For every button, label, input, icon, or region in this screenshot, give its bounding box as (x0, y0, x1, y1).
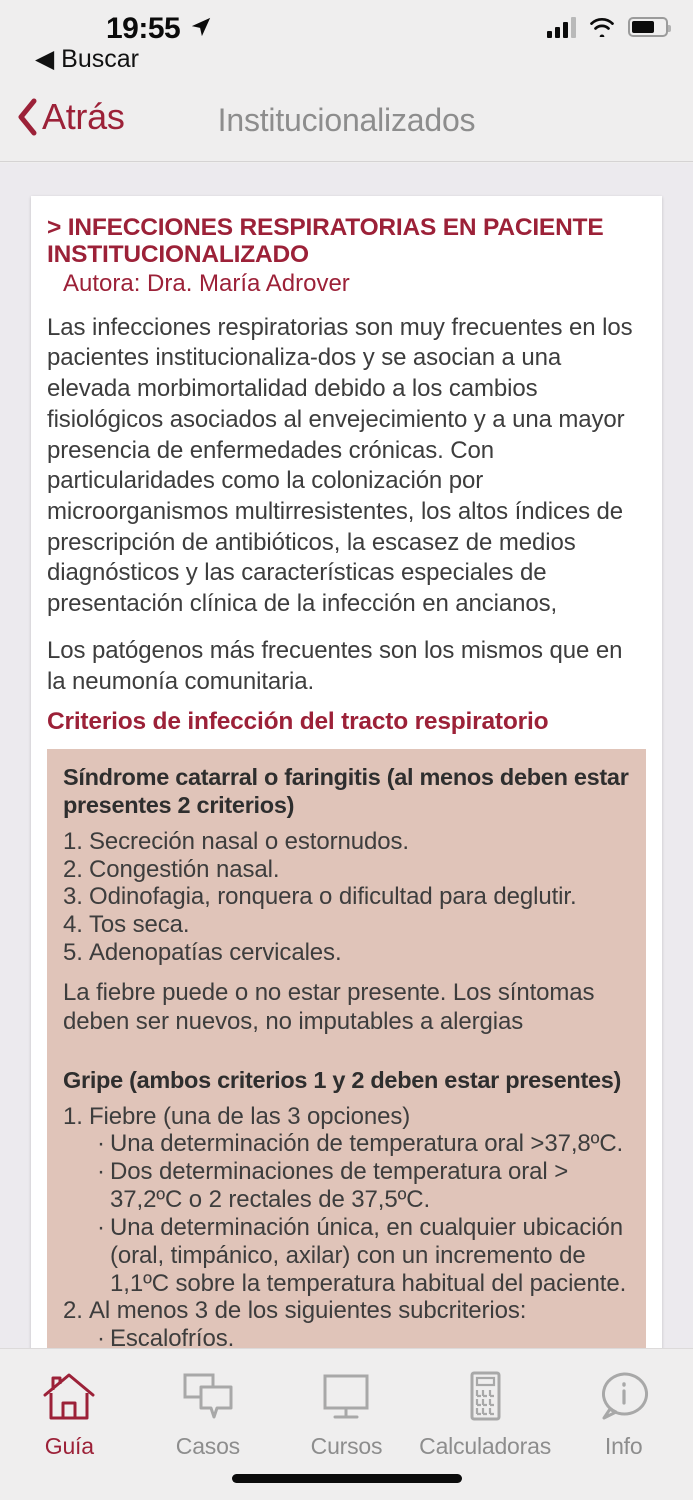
tab-guia[interactable] (0, 1365, 139, 1460)
sub-list-item (97, 1325, 630, 1348)
status-bar (0, 0, 693, 82)
scroll-content[interactable] (0, 163, 693, 1348)
catarral-note: La fiebre puede o no estar presente. Los síntomas deben ser nuevos, no imputables a alergias (63, 978, 595, 1035)
monitor-icon (318, 1365, 374, 1427)
criteria-panel (47, 749, 646, 1348)
calculator-icon (457, 1365, 513, 1427)
list-item (63, 856, 630, 884)
cellular-signal-icon (547, 16, 576, 38)
bullet-dot: · (97, 1130, 105, 1158)
battery-icon (628, 17, 668, 37)
tab-label: Info (604, 1433, 643, 1459)
tab-cursos[interactable] (277, 1365, 416, 1460)
home-indicator[interactable] (232, 1474, 462, 1483)
sub-list-item (97, 1130, 630, 1158)
wifi-icon (589, 17, 615, 37)
list-text: Tos seca. (89, 911, 190, 939)
list-text: Adenopatías cervicales. (89, 938, 342, 966)
list-text: Odinofagia, ronquera o dificultad para deglutir. (89, 883, 577, 911)
list-number: 4. (63, 911, 83, 939)
list-text: Congestión nasal. (89, 855, 280, 883)
home-icon (41, 1365, 97, 1427)
article-intro: Las infecciones respiratorias son muy frecuentes en los pacientes institucionaliza-dos y se asocian a una elevada morbimortalidad debido a los cambios fisiológicos asociados al envejecimiento y a una mayor presencia de enfermedades crónicas. Con particularidades como la colonización por microorganismos multirresistentes, los altos índices de prescripción de antibióticos, la escasez de medios diagnósticos y las características especiales de presentación clínica de la infección en ancianos, (47, 313, 633, 618)
list-number: 5. (63, 938, 83, 966)
sub-list-text: Una determinación de temperatura oral >37,8ºC. (110, 1130, 624, 1158)
status-time: 19:55 (106, 12, 181, 45)
location-arrow-icon (190, 16, 212, 38)
bullet-dot: · (97, 1158, 105, 1186)
section-heading-criterios: Criterios de infección del tracto respiratorio (47, 708, 549, 736)
sub-list-text: Una determinación única, en cualquier ubicación (oral, timpánico, axilar) con un incremento de 1,1ºC sobre la temperatura habitual del paciente. (110, 1213, 627, 1297)
list-item (63, 828, 630, 856)
article-pathogens: Los patógenos más frecuentes son los mismos que en la neumonía comunitaria. (47, 636, 623, 695)
info-bubble-icon (596, 1365, 652, 1427)
tab-label: Cursos (310, 1433, 383, 1459)
list-text: Al menos 3 de los siguientes subcriterios: (89, 1297, 527, 1325)
article-card (31, 196, 662, 1348)
sub-list-text: Escalofríos. (110, 1325, 235, 1348)
list-item (63, 883, 630, 911)
bullet-dot: · (97, 1325, 105, 1348)
list-item (63, 1297, 630, 1325)
panel-heading-gripe: Gripe (ambos criterios 1 y 2 deben estar presentes) (63, 1067, 622, 1094)
tab-label: Casos (175, 1433, 240, 1459)
gripe-list (63, 1103, 630, 1348)
sub-list-item (97, 1214, 630, 1297)
list-number: 1. (63, 1102, 83, 1130)
back-button-label: Atrás (42, 96, 125, 137)
list-number: 1. (63, 827, 83, 855)
list-text: Fiebre (una de las 3 opciones) (89, 1102, 411, 1130)
tab-casos[interactable] (139, 1365, 278, 1460)
list-item (63, 911, 630, 939)
article-author: Autora: Dra. María Adrover (63, 269, 350, 297)
tab-label: Calculadoras (419, 1433, 551, 1459)
list-item (63, 939, 630, 967)
list-text: Secreción nasal o estornudos. (89, 827, 409, 855)
list-number: 2. (63, 1297, 83, 1325)
sub-list-text: Dos determinaciones de temperatura oral > 37,2ºC o 2 rectales de 37,5ºC. (110, 1158, 569, 1214)
navigation-bar (0, 82, 693, 162)
tab-label: Guía (44, 1433, 94, 1459)
list-number: 3. (63, 883, 83, 911)
tab-calculadoras[interactable] (416, 1365, 555, 1460)
list-number: 2. (63, 855, 83, 883)
speech-bubbles-icon (180, 1365, 236, 1427)
bullet-dot: · (97, 1213, 105, 1241)
back-to-search-link[interactable]: ◀ Buscar (35, 45, 139, 73)
article-title: > INFECCIONES RESPIRATORIAS EN PACIENTE INSTITUCIONALIZADO (47, 214, 604, 269)
tab-info[interactable] (554, 1365, 693, 1460)
page-title: Institucionalizados (217, 102, 476, 138)
catarral-list (63, 828, 630, 967)
list-item (63, 1103, 630, 1131)
sub-list-item (97, 1158, 630, 1214)
panel-heading-catarral: Síndrome catarral o faringitis (al menos deben estar presentes 2 criterios) (63, 764, 629, 819)
status-indicators (547, 16, 668, 38)
